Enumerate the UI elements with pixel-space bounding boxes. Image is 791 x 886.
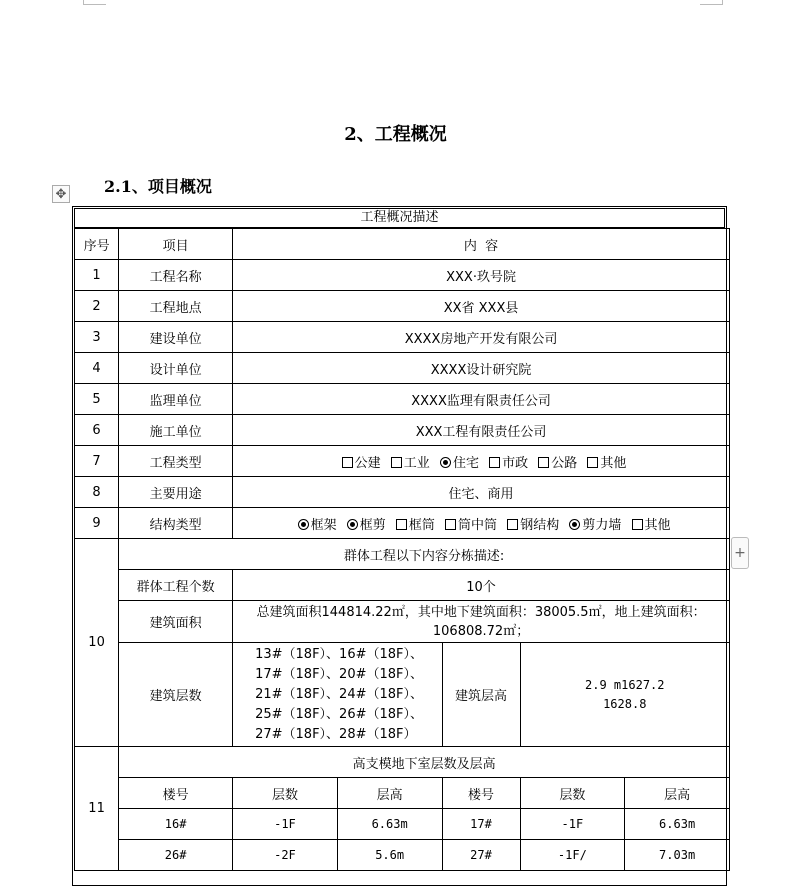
option-shear-wall[interactable]: 剪力墙 bbox=[563, 518, 621, 533]
project-overview-table bbox=[74, 228, 730, 871]
row-item: 主要用途 bbox=[119, 477, 233, 508]
checkbox-icon bbox=[342, 457, 353, 468]
option-frame-shear[interactable]: 框剪 bbox=[341, 518, 386, 533]
table-row bbox=[75, 260, 730, 291]
table-row bbox=[75, 353, 730, 384]
col-floors: 层数 bbox=[520, 778, 625, 809]
selected-radio-icon bbox=[347, 519, 358, 530]
cell: 6.63m bbox=[625, 809, 730, 840]
table-caption: 工程概况描述 bbox=[74, 208, 725, 228]
row-no: 7 bbox=[75, 446, 119, 477]
row-content: XXX·玖号院 bbox=[233, 260, 730, 291]
group-count-row bbox=[75, 570, 730, 601]
table-row-main-use bbox=[75, 477, 730, 508]
checkbox-icon bbox=[445, 519, 456, 530]
table-row bbox=[75, 384, 730, 415]
row-item: 施工单位 bbox=[119, 415, 233, 446]
cell: 26# bbox=[119, 840, 233, 871]
group-count-value: 10个 bbox=[233, 570, 730, 601]
row-no: 3 bbox=[75, 322, 119, 353]
row-no: 9 bbox=[75, 508, 119, 539]
building-area-value: 总建筑面积144814.22㎡，其中地下建筑面积：38005.5㎡，地上建筑面积： 106808.72㎡； bbox=[233, 601, 730, 643]
header-content: 内 容 bbox=[233, 229, 730, 260]
group-count-label: 群体工程个数 bbox=[119, 570, 233, 601]
group-title: 群体工程以下内容分栋描述: bbox=[119, 539, 730, 570]
option-municipal[interactable]: 市政 bbox=[483, 456, 528, 471]
option-industrial[interactable]: 工业 bbox=[385, 456, 430, 471]
row-item: 建设单位 bbox=[119, 322, 233, 353]
row-no: 8 bbox=[75, 477, 119, 508]
row-content: XXXX设计研究院 bbox=[233, 353, 730, 384]
option-steel[interactable]: 钢结构 bbox=[501, 518, 559, 533]
cell: 6.63m bbox=[337, 809, 442, 840]
cell: 5.6m bbox=[337, 840, 442, 871]
formwork-title-row bbox=[75, 747, 730, 778]
checkbox-icon bbox=[396, 519, 407, 530]
table-header-row bbox=[75, 229, 730, 260]
option-other[interactable]: 其他 bbox=[581, 456, 626, 471]
checkbox-icon bbox=[489, 457, 500, 468]
row-item: 工程类型 bbox=[119, 446, 233, 477]
option-public-building[interactable]: 公建 bbox=[336, 456, 381, 471]
checkbox-icon bbox=[632, 519, 643, 530]
option-frame[interactable]: 框架 bbox=[292, 518, 337, 533]
row-item: 监理单位 bbox=[119, 384, 233, 415]
header-no: 序号 bbox=[75, 229, 119, 260]
section-heading: 2、工程概况 bbox=[344, 124, 447, 145]
cell: -2F bbox=[233, 840, 338, 871]
col-height: 层高 bbox=[337, 778, 442, 809]
cell: -1F/ bbox=[520, 840, 625, 871]
building-area-label: 建筑面积 bbox=[119, 601, 233, 643]
row-no: 4 bbox=[75, 353, 119, 384]
row-no: 10 bbox=[75, 539, 119, 747]
option-frame-tube[interactable]: 框筒 bbox=[390, 518, 435, 533]
row-content: XXXX监理有限责任公司 bbox=[233, 384, 730, 415]
row-no: 11 bbox=[75, 747, 119, 871]
row-content: XXX工程有限责任公司 bbox=[233, 415, 730, 446]
option-residential[interactable]: 住宅 bbox=[434, 456, 479, 471]
page-corner-mark-right bbox=[700, 0, 723, 5]
row-content: 住宅、商用 bbox=[233, 477, 730, 508]
option-other[interactable]: 其他 bbox=[626, 518, 671, 533]
table-row-project-type bbox=[75, 446, 730, 477]
option-highway[interactable]: 公路 bbox=[532, 456, 577, 471]
formwork-title: 高支模地下室层数及层高 bbox=[119, 747, 730, 778]
row-item: 工程名称 bbox=[119, 260, 233, 291]
building-area-row bbox=[75, 601, 730, 643]
table-row bbox=[75, 291, 730, 322]
checkbox-icon bbox=[391, 457, 402, 468]
table-row bbox=[75, 415, 730, 446]
cell: 27# bbox=[442, 840, 520, 871]
group-title-row bbox=[75, 539, 730, 570]
checkbox-icon bbox=[587, 457, 598, 468]
row-item: 设计单位 bbox=[119, 353, 233, 384]
table-row bbox=[75, 809, 730, 840]
selected-radio-icon bbox=[440, 457, 451, 468]
header-item: 项目 bbox=[119, 229, 233, 260]
cell: 7.03m bbox=[625, 840, 730, 871]
cell: -1F bbox=[233, 809, 338, 840]
col-floors: 层数 bbox=[233, 778, 338, 809]
building-floors-value: 13#（18F）、16#（18F）、 17#（18F）、20#（18F）、 21#（18F）、24#（18F）、 25#（18F）、26#（18F）、 27#（18F）、28#（18F） bbox=[233, 643, 442, 747]
building-floors-row bbox=[75, 643, 730, 747]
table-row-structure-type bbox=[75, 508, 730, 539]
building-floors-label: 建筑层数 bbox=[119, 643, 233, 747]
table-row bbox=[75, 322, 730, 353]
cell: -1F bbox=[520, 809, 625, 840]
cell: 17# bbox=[442, 809, 520, 840]
selected-radio-icon bbox=[569, 519, 580, 530]
checkbox-icon bbox=[538, 457, 549, 468]
row-item: 工程地点 bbox=[119, 291, 233, 322]
col-height: 层高 bbox=[625, 778, 730, 809]
table-move-handle-icon[interactable]: ✥ bbox=[52, 185, 70, 203]
structure-type-options bbox=[233, 508, 730, 539]
page-corner-mark-left bbox=[83, 0, 106, 5]
option-tube-in-tube[interactable]: 筒中筒 bbox=[439, 518, 497, 533]
row-content: XXXX房地产开发有限公司 bbox=[233, 322, 730, 353]
selected-radio-icon bbox=[298, 519, 309, 530]
row-no: 6 bbox=[75, 415, 119, 446]
formwork-header-row bbox=[75, 778, 730, 809]
table-row bbox=[75, 840, 730, 871]
row-no: 1 bbox=[75, 260, 119, 291]
row-content: XX省 XXX县 bbox=[233, 291, 730, 322]
cell: 16# bbox=[119, 809, 233, 840]
row-no: 5 bbox=[75, 384, 119, 415]
col-building-no: 楼号 bbox=[442, 778, 520, 809]
floor-height-label: 建筑层高 bbox=[442, 643, 520, 747]
row-item: 结构类型 bbox=[119, 508, 233, 539]
floor-height-value: 2.9 m1627.2 1628.8 bbox=[520, 643, 729, 747]
row-no: 2 bbox=[75, 291, 119, 322]
col-building-no: 楼号 bbox=[119, 778, 233, 809]
project-type-options bbox=[233, 446, 730, 477]
subsection-heading: 2.1、项目概况 bbox=[104, 177, 212, 196]
add-row-plus-icon[interactable]: + bbox=[731, 537, 749, 569]
checkbox-icon bbox=[507, 519, 518, 530]
